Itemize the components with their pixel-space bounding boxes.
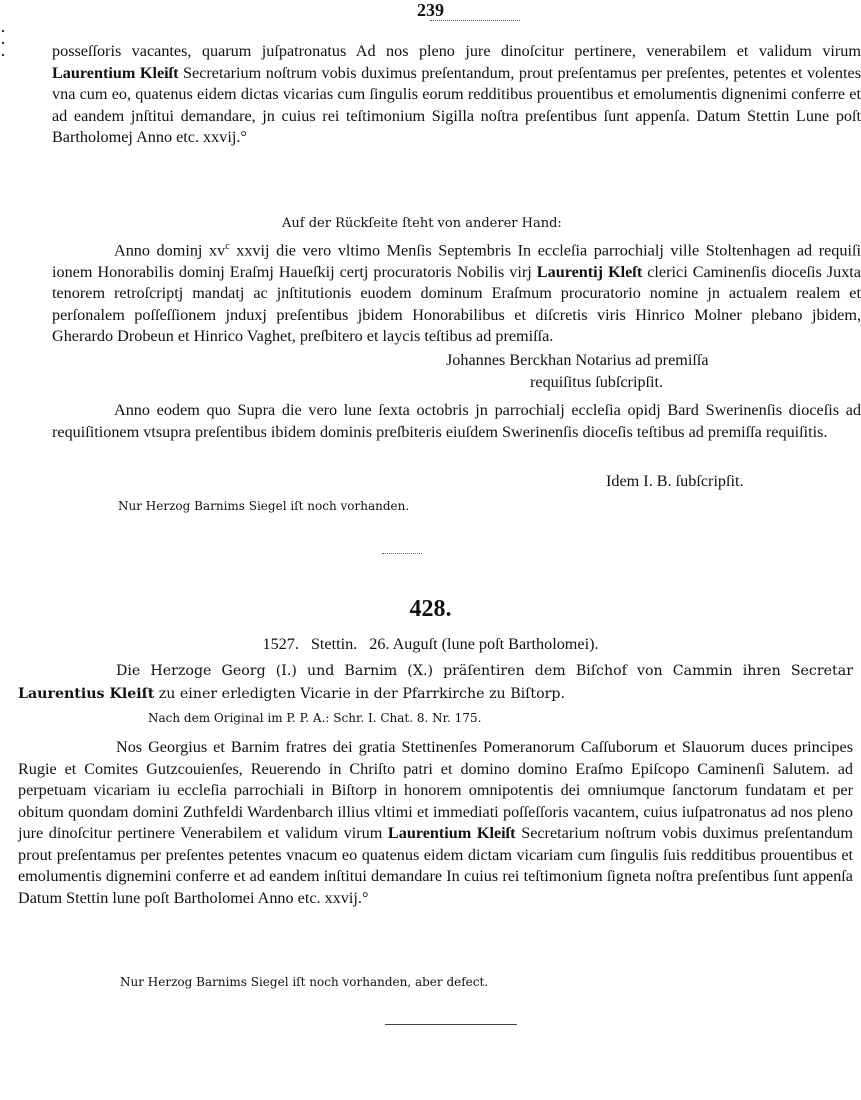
end-rule	[385, 1024, 517, 1025]
page-number-rule	[430, 20, 520, 21]
document-place: Stettin.	[310, 635, 358, 653]
prev-doc-text-2b: xxvij die vero vltimo Menſis Septembris In eccleſia parrochialj ville Stoltenhagen ad requiſi ionem Honorabilis dominj Eraſmj Haueſkij certj procuratoris Nobilis virj	[52, 241, 861, 281]
notary-line-1: Johannes Berckhan Notarius ad premiſſa	[446, 351, 709, 369]
margin-marks	[2, 30, 6, 70]
prev-doc-text-2c: clerici Caminenſis dioceſis Juxta tenorem retroſcriptj mandatj ac jnſtitutionis euodem dominum Eraſmum procuratorio nomine jn actualem realem et perſonalem poſſeſſionem jnduxj preſentibus jbidem Honorabilibus et diſcretis viris Hinrico Molner plebano jbidem, Gherardo Drobeun et Hinrico Vaghet, preſbitero et laycis teſtibus ad premiſſa.	[52, 262, 861, 346]
subscription-line: Idem I. B. ſubſcripſit.	[606, 472, 744, 490]
summary-text-a: Die Herzoge Georg (I.) und Barnim (X.) präſentiren dem Biſchof von Cammin ihren Secretar	[116, 663, 853, 679]
summary-text-b: zu einer erledigten Vicarie in der Pfarrkirche zu Biſtorp.	[154, 686, 566, 702]
document-seal-note: Nur Herzog Barnims Siegel iſt noch vorhanden, aber defect.	[120, 975, 489, 989]
person-name: Laurentius Kleiſt	[18, 686, 155, 702]
document-year: 1527.	[262, 635, 299, 653]
prev-doc-paragraph-1	[52, 41, 861, 149]
document-body	[18, 737, 853, 909]
prev-doc-text-2a: Anno dominj xv	[114, 241, 226, 260]
document-date: 26. Auguſt (lune poſt Bartholomei).	[369, 635, 599, 653]
document-number: 428.	[409, 596, 452, 622]
document-header	[0, 634, 861, 655]
person-name: Laurentij Kleſt	[536, 262, 643, 281]
person-name: Laurentium Kleiſt	[387, 824, 516, 842]
page-number: 239	[417, 0, 444, 20]
superscript-c: c	[225, 241, 230, 252]
prev-doc-text-1a: posseſſoris vacantes, quarum juſpatronatus Ad nos pleno jure dinoſcitur pertinere, venerabilem et validum virum	[52, 42, 861, 60]
prev-doc-text-1b: Secretarium noſtrum vobis duximus preſentandum, prout preſentamus per preſentes, petentes et volentes vna cum eo, quatenus eidem dictas vicarias cum ſingulis eorum redditibus prouentibus et emolumentis dignenimi conferre et ad eandem jnſtitui demandare, jn cuius rei teſtimonium Sigilla noſtra preſentibus ſunt appenſa. Datum Stettin Lune poſt Bartholomej Anno etc. xxvij.°	[52, 63, 861, 146]
notary-line-2: requiſitus ſubſcripſit.	[530, 373, 664, 391]
seal-note: Nur Herzog Barnims Siegel iſt noch vorhanden.	[118, 499, 410, 513]
source-note: Nach dem Original im P. P. A.: Schr. I. Chat. 8. Nr. 175.	[148, 711, 482, 725]
person-name: Laurentium Kleiſt	[52, 63, 179, 82]
document-summary	[18, 660, 853, 706]
prev-doc-paragraph-3: Anno eodem quo Supra die vero lune ſexta octobris jn parrochialj eccleſia opidj Bard Swerinenſis dioceſis ad requiſitionem vtsupra preſentibus ibidem dominis preſbiteris eiuſdem Swerinenſis dioceſis teſtibus ad premiſſa requiſitis.	[52, 401, 861, 441]
prev-doc-paragraph-2	[52, 236, 861, 348]
body-text-a: Nos Georgius et Barnim fratres dei gratia Stettinenſes Pomeranorum Caſſuborum et Slauorum duces principes Rugie et Comites Gutzcouienſes, Reuerendo in Chriſto patri et domino domino Eraſmo Epiſcopo Caminenſi Salutem. ad perpetuam vicariam iu eccleſia parrochiali in Biſtorp in honorem omnipotentis dei omniumque ſanctorum fundatam et per obitum quondam domini Zuthfeldi Wardenbarch illius vltimi et immediati poſſeſſoris vacantem, cuius iuſpatronatus ad nos pleno jure dinoſcitur pertinere Venerabilem et validum virum	[18, 738, 853, 842]
body-text-b: Secretarium noſtrum vobis duximus preſentandum prout preſentamus per preſentes petentes vnacum eo quatenus eidem dictam vicariam cum ſingulis ſuis redditibus prouentibus et emolumentis dignemini conferre et ad eandem inſtitui demandare In cuius rei teſtimonium ſigneta noſtra preſentibus ſunt appenſa Datum Stettin lune poſt Bartholomei Anno etc. xxvij.°	[18, 824, 853, 907]
reverse-side-note: Auf der Rückſeite ſteht von anderer Hand:	[282, 216, 562, 231]
separator-dots	[382, 553, 422, 554]
